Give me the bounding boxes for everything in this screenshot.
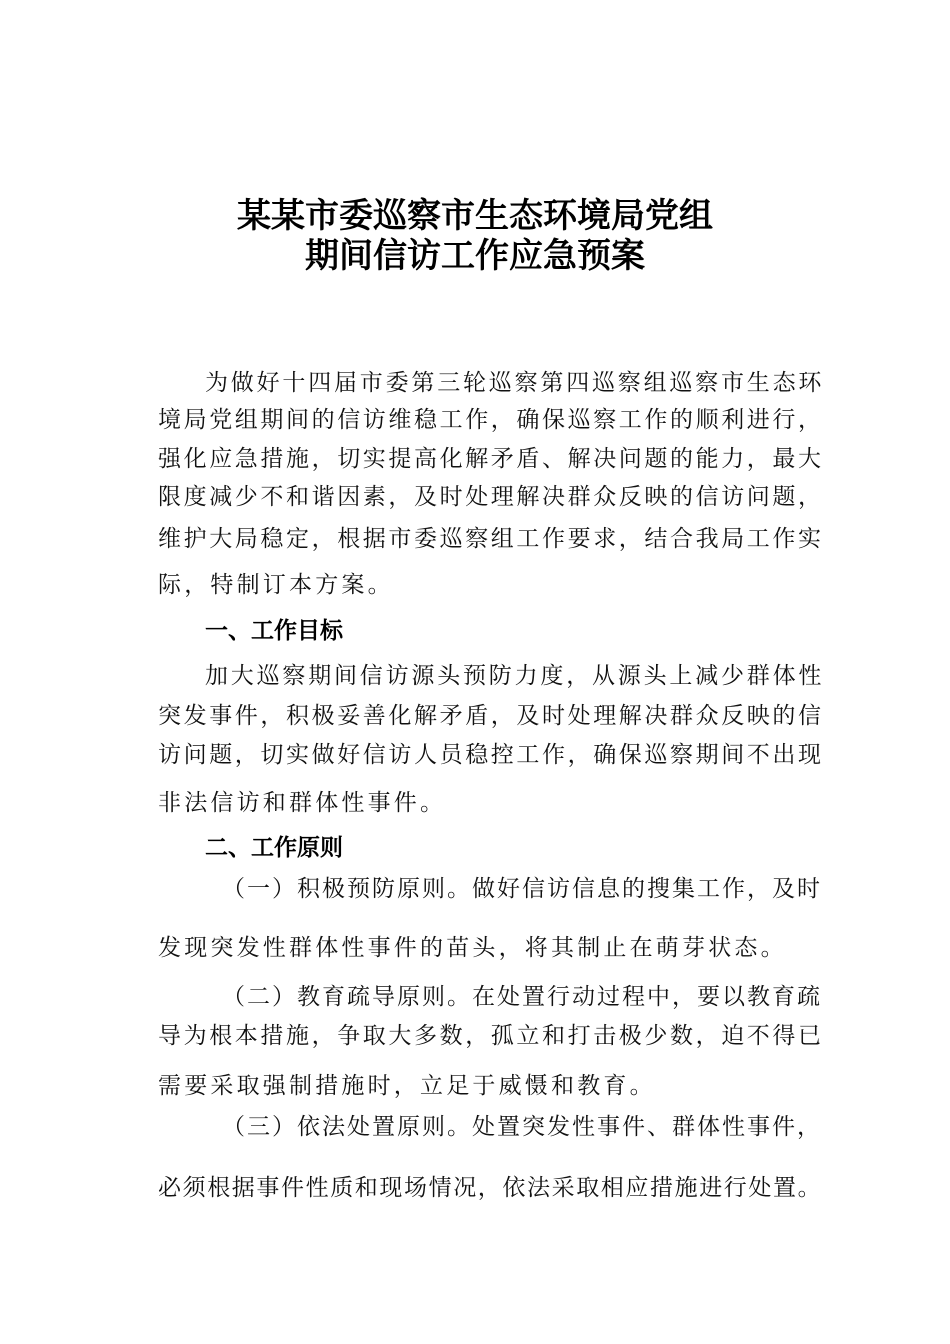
- paragraph-line: 为做好十四届市委第三轮巡察第四巡察组巡察市生态环: [205, 370, 825, 396]
- document-title-line-2: 期间信访工作应急预案: [305, 236, 645, 276]
- paragraph-line: 强化应急措施，切实提高化解矛盾、解决问题的能力，最大: [158, 446, 824, 472]
- paragraph-line: 必须根据事件性质和现场情况，依法采取相应措施进行处置。: [158, 1175, 823, 1201]
- paragraph-line: （三）依法处置原则。处置突发性事件、群体性事件，: [222, 1114, 822, 1140]
- paragraph-line: 境局党组期间的信访维稳工作，确保巡察工作的顺利进行，: [158, 407, 824, 433]
- paragraph-line: 发现突发性群体性事件的苗头，将其制止在萌芽状态。: [158, 935, 787, 961]
- paragraph-line: 突发事件，积极妥善化解矛盾，及时处理解决群众反映的信: [158, 703, 824, 729]
- paragraph-line: （二）教育疏导原则。在处置行动过程中，要以教育疏: [222, 984, 822, 1010]
- section-heading-principles: 二、工作原则: [205, 835, 343, 861]
- section-heading-goals: 一、工作目标: [205, 618, 343, 644]
- paragraph-line: （一）积极预防原则。做好信访信息的搜集工作，及时: [222, 876, 822, 902]
- paragraph-line: 加大巡察期间信访源头预防力度，从源头上减少群体性: [205, 663, 825, 689]
- paragraph-line: 需要采取强制措施时，立足于威慑和教育。: [158, 1073, 656, 1099]
- paragraph-line: 际，特制订本方案。: [158, 572, 394, 598]
- document-title-line-1: 某某市委巡察市生态环境局党组: [237, 196, 713, 236]
- paragraph-line: 限度减少不和谐因素，及时处理解决群众反映的信访问题，: [158, 484, 824, 510]
- paragraph-line: 导为根本措施，争取大多数，孤立和打击极少数，迫不得已: [158, 1023, 824, 1049]
- paragraph-line: 访问题，切实做好信访人员稳控工作，确保巡察期间不出现: [158, 742, 824, 768]
- paragraph-line: 维护大局稳定，根据市委巡察组工作要求，结合我局工作实: [158, 526, 824, 552]
- paragraph-line: 非法信访和群体性事件。: [158, 790, 447, 816]
